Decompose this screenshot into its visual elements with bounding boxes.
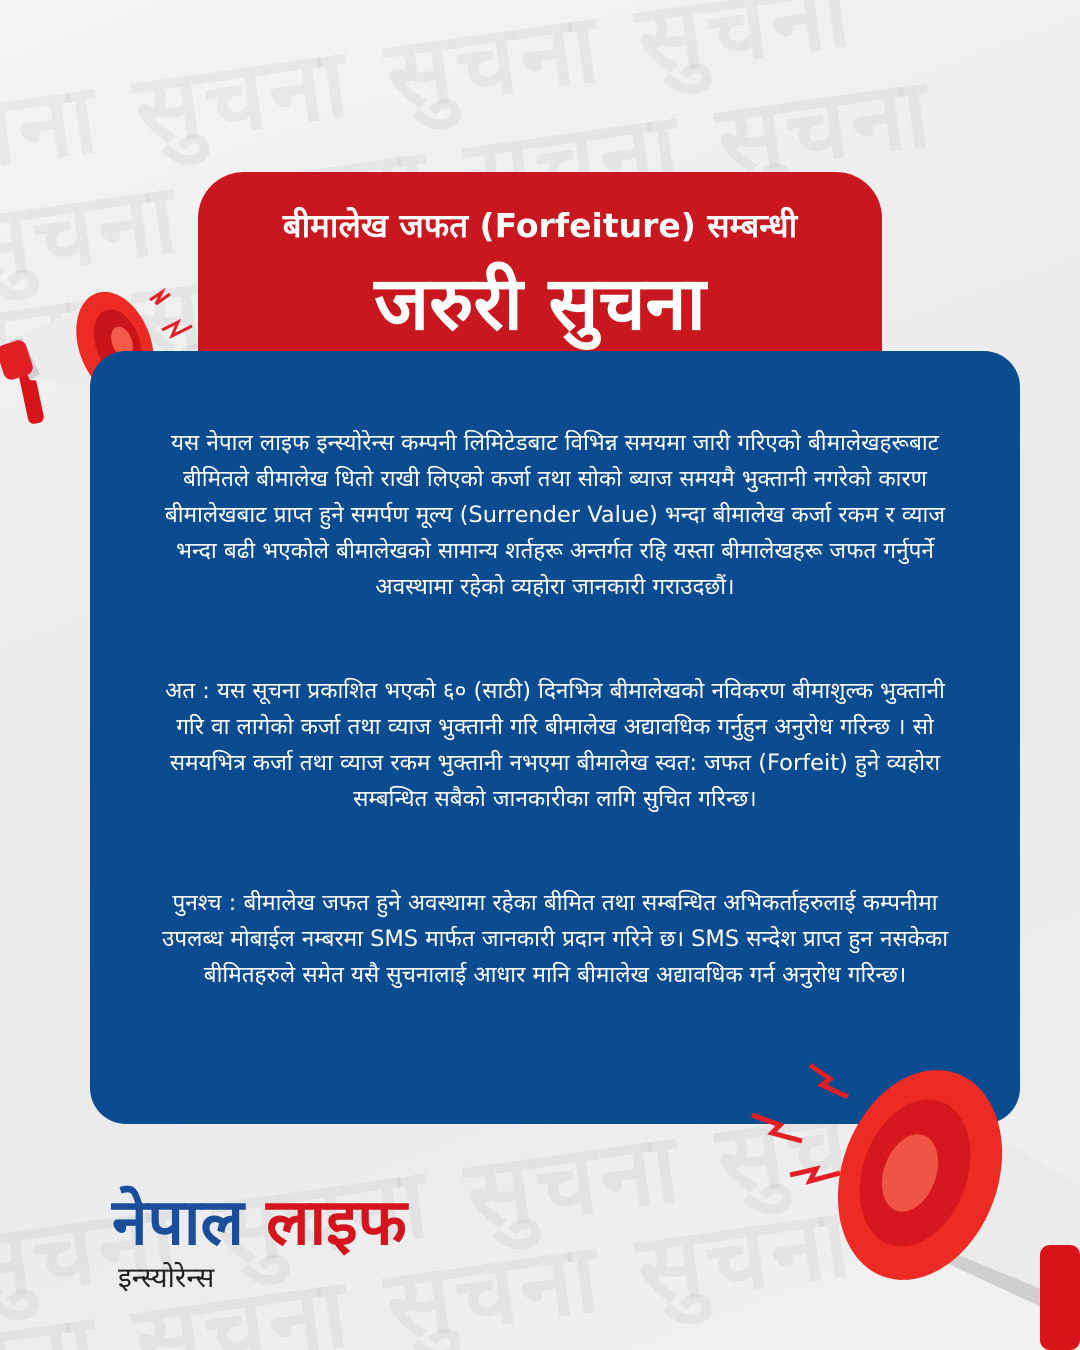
notice-header: [198, 172, 882, 372]
notice-paragraph-1: यस नेपाल लाइफ इन्स्योरेन्स कम्पनी लिमिटेडबाट विभिन्न समयमा जारी गरिएको बीमालेखहरूबाट बीमितले बीमालेख धितो राखी लिएको कर्जा तथा सोको ब्याज समयमै भुक्तानी नगरेको कारण बीमालेखबाट प्राप्त हुने समर्पण मूल्य (Surrender Value) भन्दा बीमालेख कर्जा रकम र व्याज भन्दा बढी भएकोले बीमालेखको सामान्य शर्तहरू अन्तर्गत रहि यस्ता बीमालेखहरू जफत गर्नुपर्ने अवस्थामा रहेको व्यहोरा जानकारी गराउदछौं।: [164, 430, 946, 600]
logo-wordmark: नेपाल लाइफ: [112, 1186, 407, 1260]
lightning-icon: [752, 1065, 848, 1181]
notice-card: [90, 351, 1020, 1124]
header-subtitle: बीमालेख जफत (Forfeiture) सम्बन्धी: [282, 206, 798, 245]
megaphone-icon: [740, 1045, 1080, 1350]
notice-paragraph-3: पुनश्च : बीमालेख जफत हुने अवस्थामा रहेका बीमित तथा सम्बन्धित अभिकर्ताहरुलाई कम्पनीमा उपलब्ध मोबाईल नम्बरमा SMS मार्फत जानकारी प्रदान गरिने छ। SMS सन्देश प्राप्त हुन नसकेका बीमितहरुले समेत यसै सुचनालाई आधार मानि बीमालेख अद्यावधिक गर्न अनुरोध गरिन्छ।: [161, 890, 949, 988]
logo-subtitle: इन्स्योरेन्स: [118, 1261, 215, 1294]
notice-paragraph-2: अत : यस सूचना प्रकाशित भएको ६० (साठी) दिनभित्र बीमालेखको नविकरण बीमाशुल्क भुक्तानी गरि वा लागेको कर्जा तथा व्याज भुक्तानी गरि बीमालेख अद्यावधिक गर्नुहुन अनुरोध गरिन्छ । सो समयभित्र कर्जा तथा व्याज रकम भुक्तानी नभएमा बीमालेख स्वत: जफत (Forfeit) हुने व्यहोरा सम्बन्धित सबैको जानकारीका लागि सुचित गरिन्छ।: [165, 678, 945, 812]
company-logo: [112, 1188, 407, 1296]
header-title: जरुरी सुचना: [374, 261, 706, 347]
